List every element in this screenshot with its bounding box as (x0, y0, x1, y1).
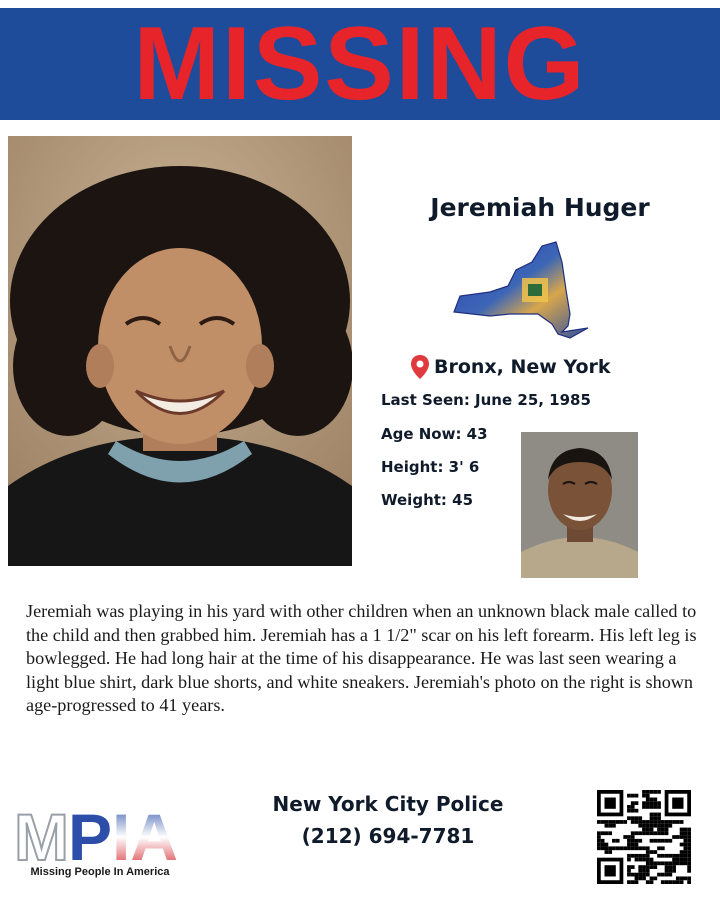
missing-banner (0, 8, 720, 120)
description: Jeremiah was playing in his yard with other children when an unknown black male called to the child and then grabbed him. Jeremiah has a 1 1/2" scar on his left forearm. His left leg is bowlegged. He had long hair at the time of his disappearance. He was last seen wearing a light blue shirt, dark blue shorts, and white sneakers. Jeremiah's photo on the right is shown age-progressed to 41 years. (26, 601, 697, 715)
qr-code-image (597, 790, 691, 884)
logo-tagline: Missing People In America (30, 866, 170, 878)
contact-phone: (212) 694-7781 (301, 824, 475, 848)
location (410, 352, 611, 382)
svg-text:P: P (68, 800, 113, 866)
last-seen: Last Seen: June 25, 1985 (381, 391, 591, 409)
age-progressed-photo (521, 432, 638, 578)
banner-title: MISSING (133, 6, 587, 122)
svg-text:M: M (14, 800, 69, 866)
mpia-logo-mark (14, 800, 194, 866)
person-name: Jeremiah Huger (430, 193, 650, 222)
weight: Weight: 45 (381, 491, 474, 509)
child-photo-image (8, 136, 352, 566)
age-progressed-photo-image (521, 432, 638, 578)
age-now: Age Now: 43 (381, 425, 488, 443)
child-photo (8, 136, 352, 566)
contact-agency: New York City Police (272, 792, 504, 816)
location-label: Bronx, New York (434, 356, 611, 378)
new-york-state-map-icon (450, 240, 600, 350)
qr-code-icon[interactable] (597, 790, 691, 884)
height: Height: 3' 6 (381, 458, 480, 476)
map-pin-icon (410, 354, 430, 380)
svg-text:IA: IA (112, 800, 178, 866)
